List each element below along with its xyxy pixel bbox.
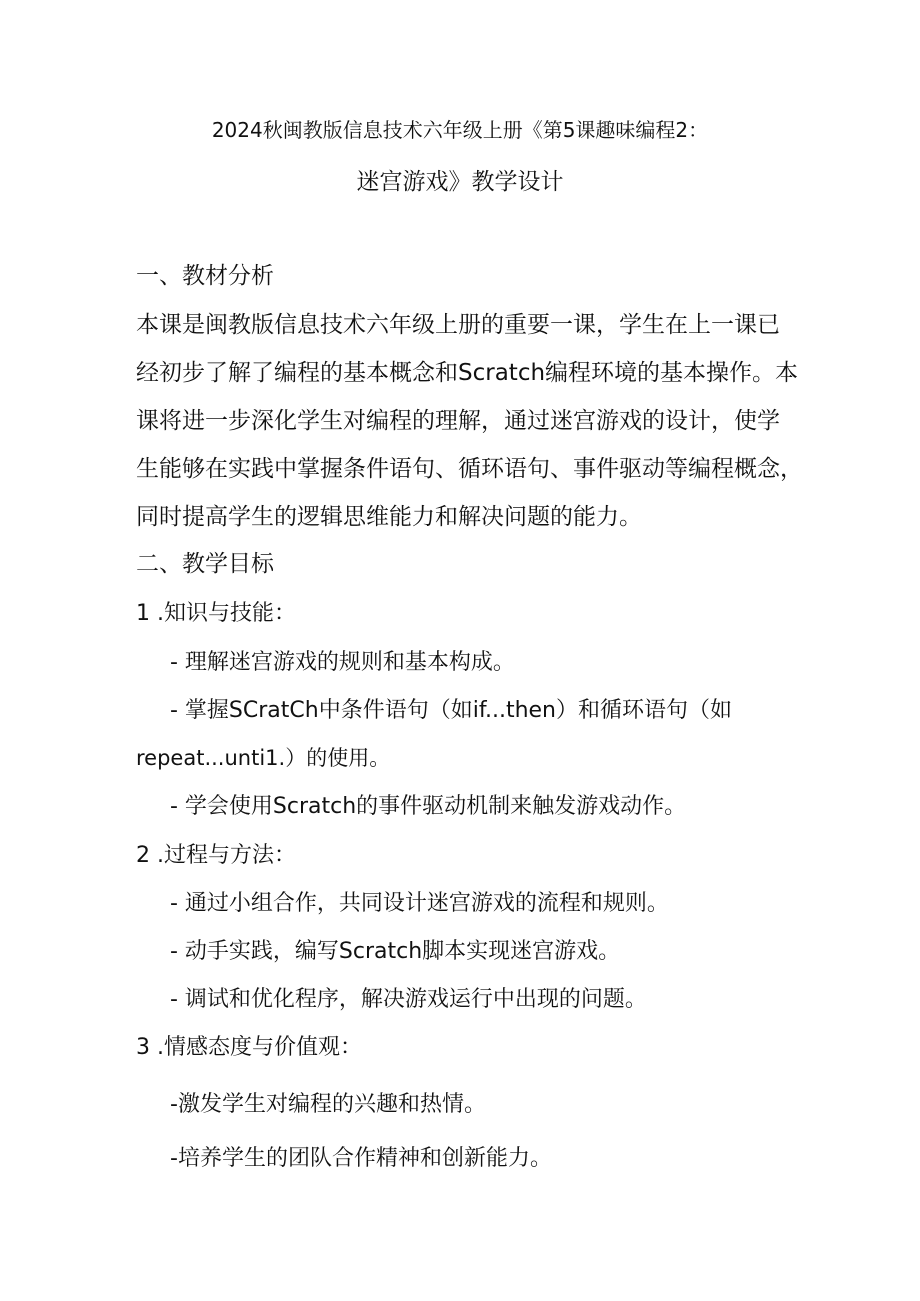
goal-item: - 掌握SCratCh中条件语句（如if...then）和循环语句（如 [170,698,733,723]
goal-item: - 动手实践，编写Scratch脚本实现迷宫游戏。 [170,939,621,964]
paragraph-line: 课将进一步深化学生对编程的理解，通过迷宫游戏的设计，使学 [136,408,780,434]
goal-item: - 调试和优化程序，解决游戏运行中出现的问题。 [170,987,647,1012]
goal-label-knowledge: 1 .知识与技能： [136,601,296,626]
paragraph-line: 生能够在实践中掌握条件语句、循环语句、事件驱动等编程概念， [136,456,803,482]
goal-label-process: 2 .过程与方法： [136,843,296,868]
section-heading-analysis: 一、教材分析 [136,263,274,289]
goal-item: - 通过小组合作，共同设计迷宫游戏的流程和规则。 [170,891,669,916]
paragraph-line: 经初步了解了编程的基本概念和Scratch编程环境的基本操作。本 [136,360,799,386]
goal-label-attitude: 3 .情感态度与价值观： [136,1035,362,1060]
paragraph-line: 本课是闽教版信息技术六年级上册的重要一课，学生在上一课已 [136,312,780,338]
goal-item-continuation: repeat...unti1.）的使用。 [136,746,391,770]
section-heading-goals: 二、教学目标 [136,551,274,577]
goal-item: -激发学生对编程的兴趣和热情。 [170,1092,486,1117]
document-title-line-2: 迷宫游戏》教学设计 [356,169,564,195]
document-title-line-1: 2024秋闽教版信息技术六年级上册《第5课趣味编程2： [211,118,709,142]
goal-item: -培养学生的团队合作精神和创新能力。 [170,1146,552,1171]
goal-item: - 理解迷宫游戏的规则和基本构成。 [170,650,515,675]
paragraph-line: 同时提高学生的逻辑思维能力和解决问题的能力。 [136,504,642,530]
goal-item: - 学会使用Scratch的事件驱动机制来触发游戏动作。 [170,794,687,819]
